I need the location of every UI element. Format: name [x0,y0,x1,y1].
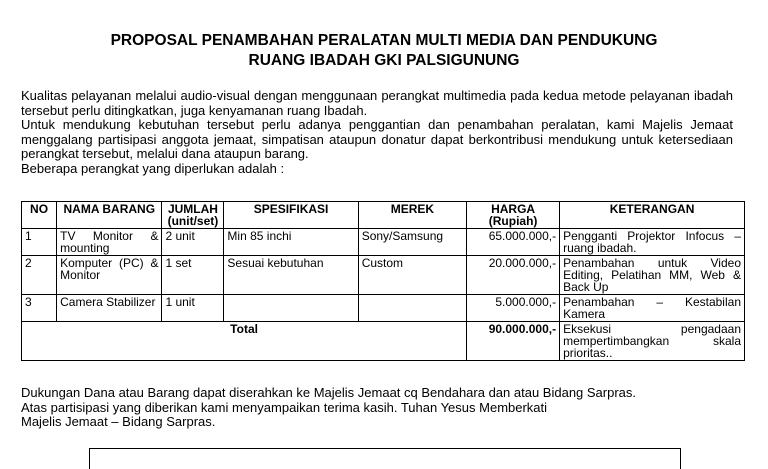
cell-spesifikasi [224,295,358,322]
header-no: NO [22,202,57,229]
cell-harga: 5.000.000,- [467,295,560,322]
cell-keterangan: Penambahan untuk Video Editing, Pelatihan MM, Web & Back Up [560,256,745,295]
table-total-row [22,322,745,361]
header-spesifikasi: SPESIFIKASI [224,202,358,229]
table-row [22,295,745,322]
cell-no: 1 [22,229,57,256]
intro-paragraph-1: Kualitas pelayanan melalui audio-visual dengan menggunaan perangkat multimedia pada kedua metode pelayanan ibadah tersebut perlu ditingkatkan, juga kenyamanan ruang Ibadah. [21,88,733,118]
table-row [22,229,745,256]
intro-section [21,89,733,176]
cell-spesifikasi: Sesuai kebutuhan [224,256,358,295]
cell-keterangan: Penambahan – Kestabilan Kamera [560,295,745,322]
closing-line-1: Dukungan Dana atau Barang dapat diserahkan ke Majelis Jemaat cq Bendahara dan atau Bidang Sarpras. [21,385,637,400]
header-nama-barang: NAMA BARANG [57,202,162,229]
equipment-table [21,201,745,361]
cell-jumlah: 2 unit [162,229,224,256]
cell-no: 2 [22,256,57,295]
closing-section [21,386,733,430]
cell-merek: Custom [358,256,466,295]
cell-nama-barang: Camera Stabilizer [57,295,162,322]
cell-harga: 20.000.000,- [467,256,560,295]
header-keterangan: KETERANGAN [560,202,745,229]
closing-line-3: Majelis Jemaat – Bidang Sarpras. [21,414,216,429]
cell-merek [358,295,466,322]
total-value: 90.000.000,- [467,322,560,361]
total-keterangan: Eksekusi pengadaan mempertimbangkan skala prioritas.. [560,322,745,361]
cell-merek: Sony/Samsung [358,229,466,256]
cell-no: 3 [22,295,57,322]
table-row [22,256,745,295]
closing-line-2: Atas partisipasi yang diberikan kami menyampaikan terima kasih. Tuhan Yesus Memberkati [21,399,548,415]
intro-paragraph-2: Untuk mendukung kebutuhan tersebut perlu adanya penggantian dan penambahan peralatan, kami Majelis Jemaat menggalang partisipasi anggota jemaat, simpatisan ataupun donatur dapat berkontribusi mendukung untuk ketersediaan perangkat tersebut, melalui dana ataupun barang. [21,117,733,161]
table-header-row [22,202,745,229]
cell-jumlah: 1 unit [162,295,224,322]
cell-nama-barang: Komputer (PC) & Monitor [57,256,162,295]
bottom-box-border [89,448,681,469]
cell-keterangan: Pengganti Projektor Infocus – ruang ibadah. [560,229,745,256]
cell-nama-barang: TV Monitor & mounting [57,229,162,256]
document-title-line-2: RUANG IBADAH GKI PALSIGUNUNG [248,52,520,69]
cell-spesifikasi: Min 85 inchi [224,229,358,256]
cell-harga: 65.000.000,- [467,229,560,256]
document-title-line-1: PROPOSAL PENAMBAHAN PERALATAN MULTI MEDIA DAN PENDUKUNG [110,32,658,49]
header-jumlah: JUMLAH (unit/set) [162,202,224,229]
intro-paragraph-3: Beberapa perangkat yang diperlukan adalah : [21,160,285,176]
header-merek: MEREK [358,202,466,229]
total-label: Total [22,322,467,361]
header-harga: HARGA (Rupiah) [467,202,560,229]
cell-jumlah: 1 set [162,256,224,295]
